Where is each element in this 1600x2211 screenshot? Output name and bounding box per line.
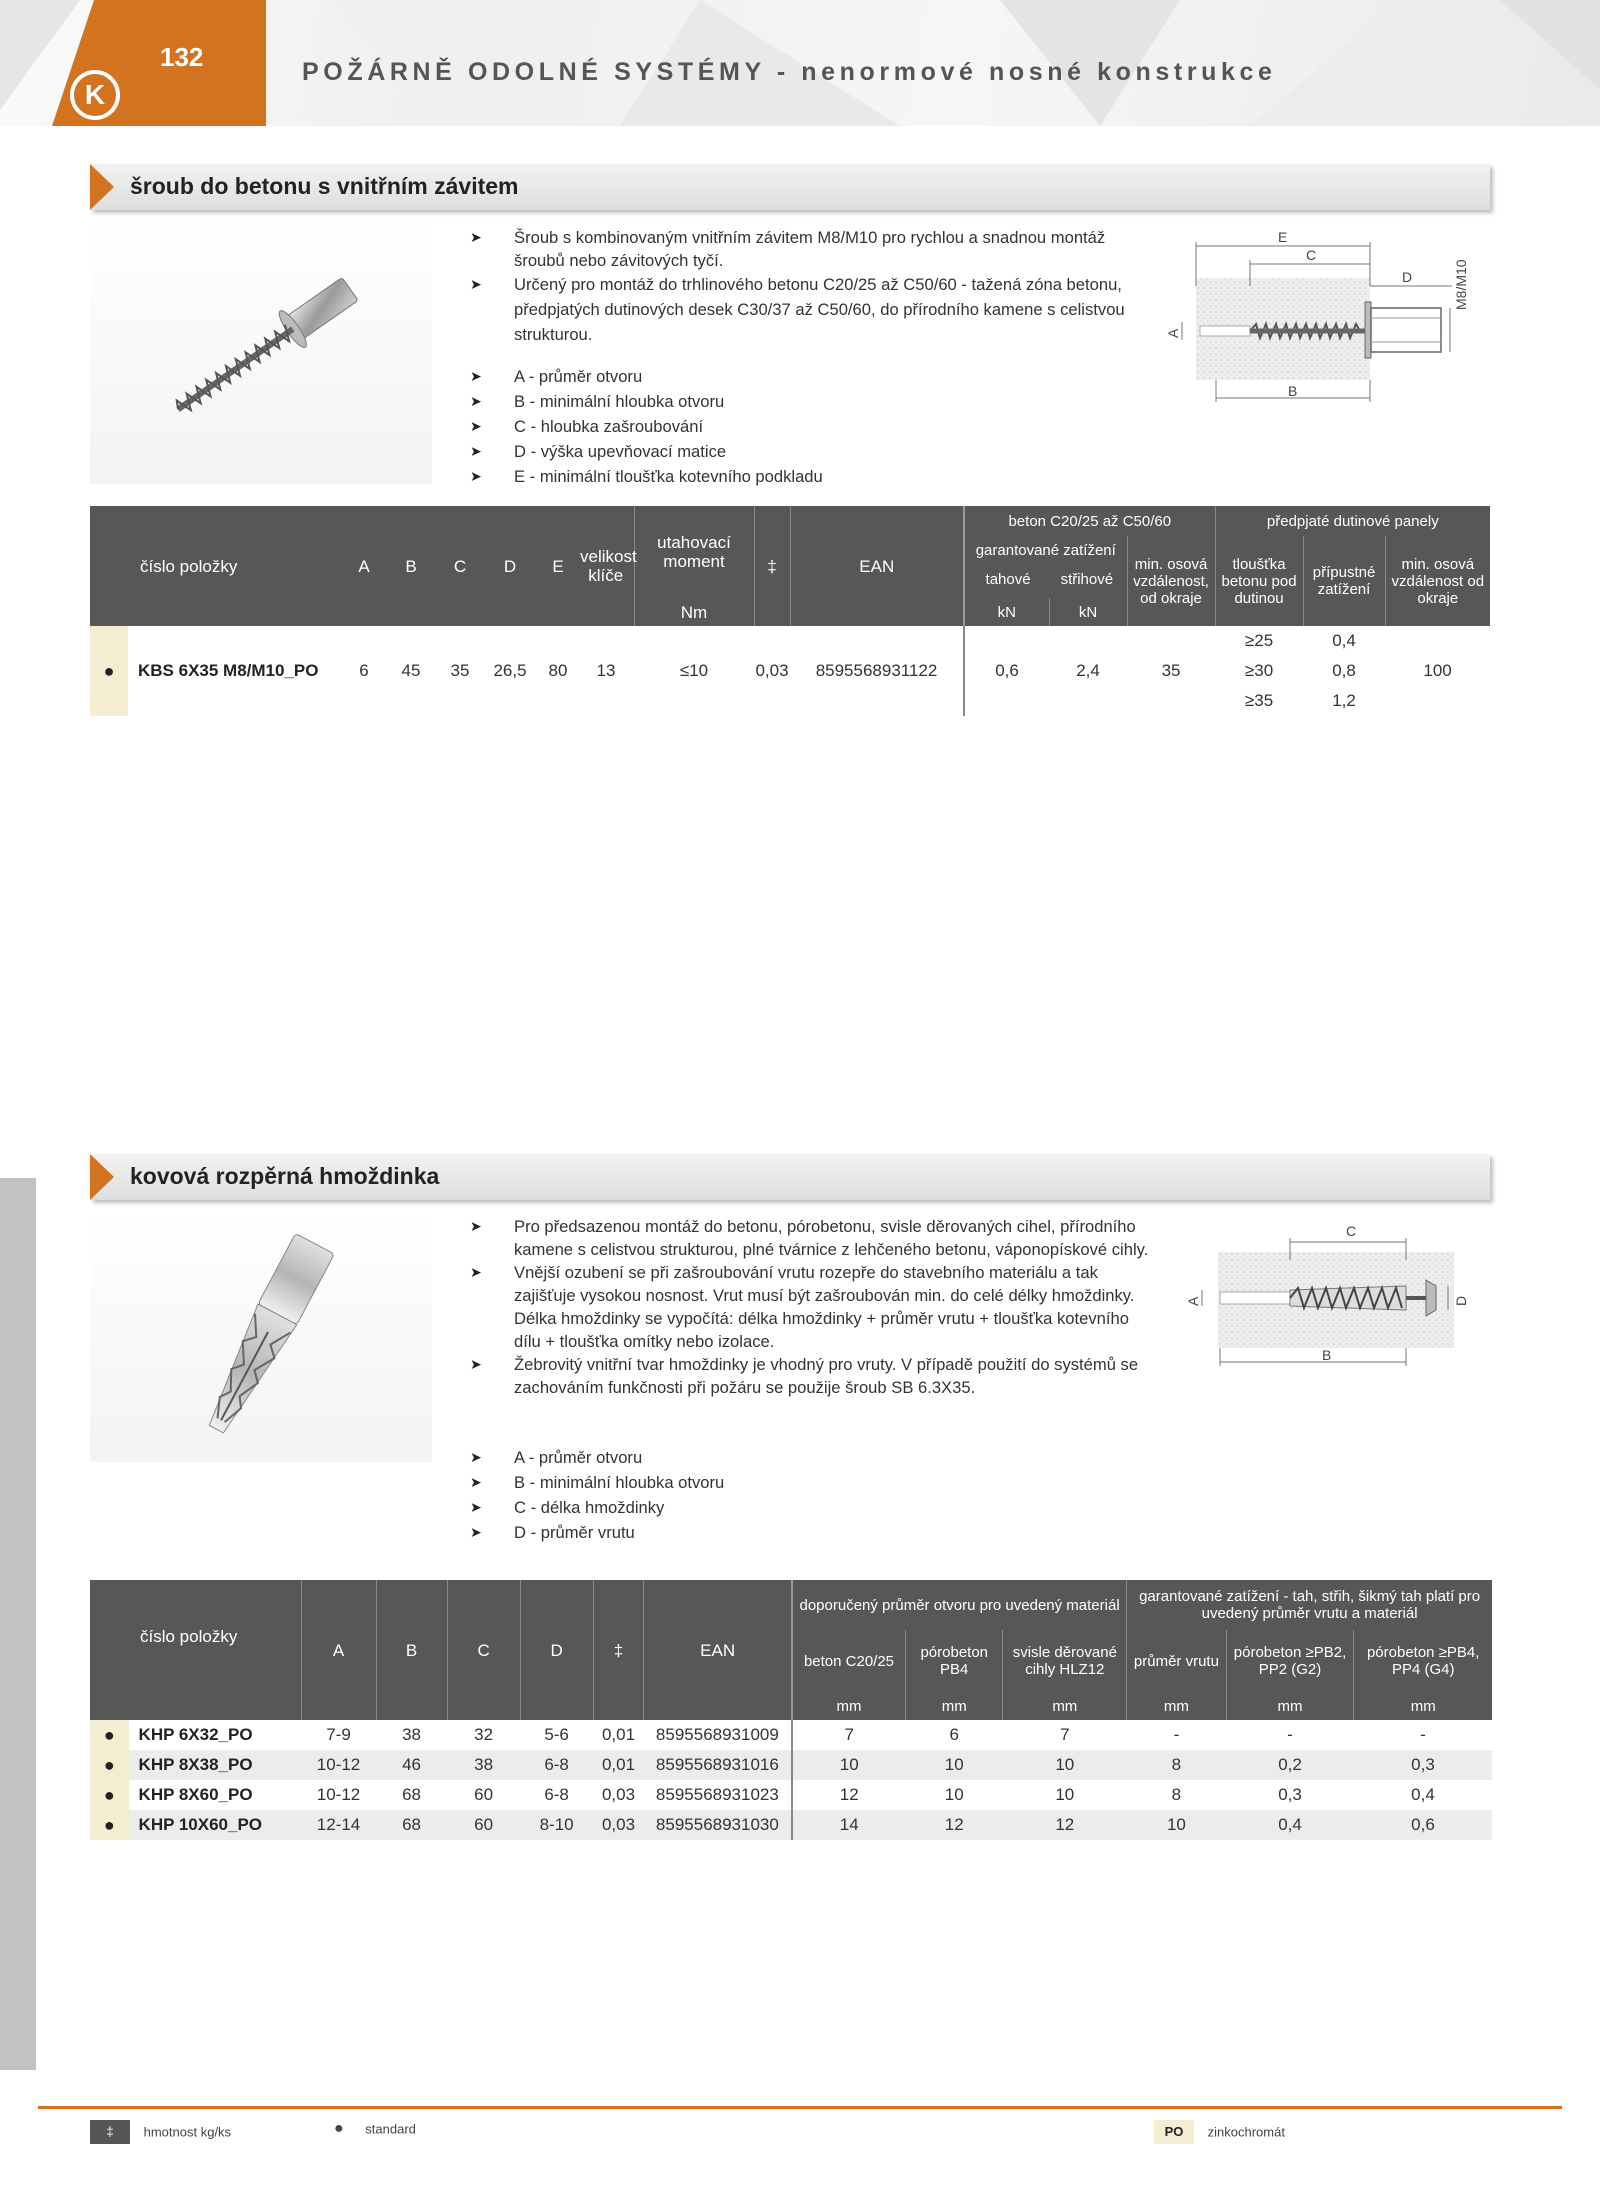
footer-legend-po <box>1154 2120 1285 2144</box>
anchor-photo-icon <box>90 1212 432 1462</box>
cell-aerated-g2: 0,2 <box>1226 1750 1354 1780</box>
cell-concrete: 10 <box>792 1750 906 1780</box>
cell-a: 7-9 <box>326 1725 351 1744</box>
legend-item: ➤ E - minimální tloušťka kotevního podkladu <box>470 464 1150 489</box>
col-header-min-distance: min. osová vzdálenost, od okraje <box>1127 536 1215 626</box>
footer-divider <box>38 2106 1562 2109</box>
standard-marker: ● <box>90 1720 129 1750</box>
dimension-label-d: D <box>1402 269 1413 285</box>
cell-b: 68 <box>376 1810 447 1840</box>
cell-bricks: 7 <box>1060 1725 1070 1744</box>
col-header-shear: střihové <box>1060 571 1114 588</box>
cell-aerated: 10 <box>906 1750 1003 1780</box>
item-number: KHP 10X60_PO <box>129 1810 301 1840</box>
cell-c: 60 <box>447 1810 520 1840</box>
cell-aerated-g4: 0,3 <box>1354 1750 1492 1780</box>
legend-item: ➤ C - délka hmoždinky <box>470 1495 1150 1520</box>
cell-c: 32 <box>474 1725 494 1744</box>
group-header-panely: předpjaté dutinové panely <box>1215 506 1490 536</box>
screw-dimension-diagram <box>1160 226 1470 410</box>
cell-d: 26,5 <box>493 661 527 680</box>
legend-item: ➤ D - průměr vrutu <box>470 1520 1150 1545</box>
cell-bricks: 10 <box>1055 1785 1075 1804</box>
legend-item: ➤ B - minimální hloubka otvoru <box>470 389 1150 414</box>
table-row <box>90 1750 1492 1780</box>
cell-ean: 8595568931030 <box>644 1810 792 1840</box>
cell-a: 6 <box>359 661 369 680</box>
col-header-bricks: svisle děrované cihly HLZ12 <box>1003 1630 1127 1692</box>
col-header-aerated: pórobeton PB4 <box>906 1630 1003 1692</box>
description-item: ➤ Pro předsazenou montáž do betonu, pórobetonu, svisle děrovaných cihel, přírodního kamene s celistvou strukturou, plné tvárnice z lehčeného betonu, váponopískové cihly. <box>470 1215 1150 1261</box>
cell-ean: 8595568931023 <box>655 1785 779 1804</box>
standard-marker: ● <box>90 1780 129 1810</box>
dimension-label-b: B <box>1322 1347 1332 1363</box>
table-row <box>90 1810 1492 1840</box>
col-header-a: A <box>344 506 384 626</box>
cell-screw-diameter: 10 <box>1127 1810 1226 1840</box>
load-value: 1,2 <box>1332 691 1356 710</box>
dimension-label-thread: M8/M10 <box>1453 259 1469 310</box>
cell-tension: 0,6 <box>964 626 1049 716</box>
cell-weight: 0,01 <box>601 1725 636 1744</box>
col-header-thickness: tloušťka betonu pod dutinou <box>1215 536 1303 626</box>
page-number: 132 <box>160 42 204 72</box>
table-row <box>90 1720 1492 1750</box>
dimension-label-c: C <box>1306 247 1317 263</box>
cell-aerated-g2: - <box>1287 1725 1293 1744</box>
section-title: kovová rozpěrná hmoždinka <box>130 1163 440 1189</box>
col-header-ean: EAN <box>644 1580 792 1720</box>
col-header-item: číslo položky <box>90 506 344 626</box>
cell-a: 12-14 <box>301 1810 376 1840</box>
col-header-key: velikost klíče <box>578 506 634 626</box>
screw-description-list <box>470 226 1150 347</box>
cell-weight: 0,03 <box>755 661 789 680</box>
group-header-load: garantované zatížení - tah, střih, šikmý tah platí pro uvedený průměr vrutu a materiál <box>1127 1580 1492 1630</box>
standard-dot-icon: ● <box>334 2120 344 2137</box>
col-header-ean: EAN <box>790 506 964 626</box>
cell-concrete: 14 <box>792 1810 906 1840</box>
col-header-guaranteed <box>964 536 1127 598</box>
legend-item: ➤ D - výška upevňovací matice <box>470 439 1150 464</box>
screw-spec-table <box>90 506 1490 716</box>
col-unit-mm: mm <box>1226 1692 1354 1720</box>
cell-weight: 0,03 <box>601 1785 636 1804</box>
item-number: KHP 8X38_PO <box>129 1750 301 1780</box>
col-header-e: E <box>538 506 578 626</box>
dimension-label-e: E <box>1278 229 1288 245</box>
cell-bricks: 12 <box>1003 1810 1127 1840</box>
load-value: 0,4 <box>1332 631 1356 650</box>
standard-legend-label: standard <box>365 2121 416 2137</box>
guaranteed-label: garantované zatížení <box>975 542 1116 559</box>
cell-a: 10-12 <box>316 1785 361 1804</box>
section-title: šroub do betonu s vnitřním závitem <box>130 173 519 199</box>
col-header-concrete: beton C20/25 <box>792 1630 906 1692</box>
col-unit-nm: Nm <box>634 598 754 626</box>
cell-concrete: 12 <box>792 1780 906 1810</box>
description-item: ➤ Určený pro montáž do trhlinového betonu C20/25 až C50/60 - tažená zóna betonu, předpjatých dutinových desek C30/37 až C50/60, do přírodního kamene s celistvou strukturou. <box>470 272 1150 347</box>
cell-allowed-load <box>1303 626 1385 716</box>
table-row <box>90 1780 1492 1810</box>
section-header-screw <box>90 164 1490 210</box>
cell-concrete: 7 <box>792 1720 906 1750</box>
cell-bricks: 10 <box>1003 1750 1127 1780</box>
cell-min-distance: 35 <box>1161 661 1181 680</box>
product-photo-screw <box>90 222 432 484</box>
cell-c: 38 <box>447 1750 520 1780</box>
cell-aerated: 10 <box>944 1785 964 1804</box>
section-triangle-icon <box>90 164 114 210</box>
item-number: KHP 8X60_PO <box>138 1785 253 1804</box>
description-item: ➤ Vnější ozubení se při zašroubování vrutu rozepře do stavebního materiálu a tak zajišťuje vysokou nosnost. Vrut musí být zašroubován min. do celé délky hmoždinky. Délka hmoždinky se vypočítá: délka hmoždinky + průměr vrutu + tloušťka kotevního dílu + tloušťka omítky nebo izolace. <box>470 1261 1150 1353</box>
cell-b: 46 <box>376 1750 447 1780</box>
group-header-beton: beton C20/25 až C50/60 <box>964 506 1215 536</box>
dimension-label-a: A <box>1165 328 1181 338</box>
footer-legend-weight <box>90 2120 231 2144</box>
side-strip <box>0 1178 36 2070</box>
cell-d: 5-6 <box>544 1725 569 1744</box>
thickness-value: ≥30 <box>1244 661 1274 680</box>
col-unit-mm: mm <box>1354 1692 1492 1720</box>
legend-item: ➤ A - průměr otvoru <box>470 364 1150 389</box>
item-number: KBS 6X35 M8/M10_PO <box>138 661 319 680</box>
cell-a: 10-12 <box>301 1750 376 1780</box>
po-symbol-icon: PO <box>1154 2120 1194 2144</box>
anchor-dimension-diagram <box>1170 1216 1480 1376</box>
standard-marker: ● <box>90 626 128 716</box>
col-header-tension: tahové <box>985 571 1031 588</box>
col-header-b: B <box>384 506 438 626</box>
cell-b: 68 <box>402 1785 422 1804</box>
cell-weight: 0,03 <box>593 1810 644 1840</box>
col-header-screw-diameter: průměr vrutu <box>1127 1630 1226 1692</box>
col-header-item: číslo položky <box>90 1580 301 1692</box>
dimension-label-b: B <box>1288 383 1298 399</box>
cell-screw-diameter: - <box>1173 1725 1180 1744</box>
anchor-spec-table <box>90 1580 1492 1840</box>
cell-c: 35 <box>450 661 470 680</box>
cell-e: 80 <box>548 661 568 680</box>
col-header-a: A <box>301 1580 376 1720</box>
col-header-weight: ‡ <box>593 1580 644 1720</box>
cell-min-distance-edge: 100 <box>1423 661 1452 680</box>
cell-weight: 0,01 <box>593 1750 644 1780</box>
col-header-weight: ‡ <box>754 506 790 626</box>
col-unit-kn: kN <box>1049 598 1127 626</box>
section-triangle-icon <box>90 1154 114 1200</box>
product-photo-anchor <box>90 1212 432 1462</box>
cell-d: 6-8 <box>520 1750 593 1780</box>
col-header-allowed-load: přípustné zatížení <box>1303 536 1385 626</box>
dimension-label-d: D <box>1453 1295 1469 1306</box>
group-header-hole: doporučený průměr otvoru pro uvedený materiál <box>792 1580 1127 1630</box>
cell-ean: 8595568931122 <box>815 661 938 680</box>
col-header-moment: utahovací moment <box>634 506 754 598</box>
description-item: ➤ Žebrovitý vnitřní tvar hmoždinky je vhodný pro vruty. V případě použití do systémů se zachováním funkčnosti při požáru se použije šroub SB 6.3X35. <box>470 1353 1150 1399</box>
load-value: 0,8 <box>1332 661 1356 680</box>
screw-photo-icon <box>90 222 432 484</box>
cell-aerated-g2: 0,4 <box>1226 1810 1354 1840</box>
description-item: ➤ Šroub s kombinovaným vnitřním závitem M8/M10 pro rychlou a snadnou montáž šroubů nebo závitových tyčí. <box>470 226 1150 272</box>
legend-item: ➤ C - hloubka zašroubování <box>470 414 1150 439</box>
legend-item: ➤ B - minimální hloubka otvoru <box>470 1470 1150 1495</box>
page-title: POŽÁRNĚ ODOLNÉ SYSTÉMY - nenormové nosné konstrukce <box>302 58 1277 86</box>
cell-thickness <box>1215 626 1303 716</box>
cell-screw-diameter: 8 <box>1127 1750 1226 1780</box>
legend-item: ➤ A - průměr otvoru <box>470 1445 1150 1470</box>
col-unit-mm: mm <box>1003 1692 1127 1720</box>
col-header-c: C <box>447 1580 520 1720</box>
dimension-label-a: A <box>1185 1296 1201 1306</box>
col-header-item-spacer <box>90 1692 301 1720</box>
cell-aerated-g4: 0,6 <box>1354 1810 1492 1840</box>
cell-moment: ≤10 <box>679 661 709 680</box>
po-legend-label: zinkochromát <box>1207 2124 1285 2140</box>
footer-legend-standard <box>334 2120 416 2138</box>
cell-c: 60 <box>474 1785 494 1804</box>
cell-ean: 8595568931016 <box>644 1750 792 1780</box>
col-header-aerated-g4: pórobeton ≥PB4, PP4 (G4) <box>1354 1630 1492 1692</box>
cell-screw-diameter: 8 <box>1171 1785 1182 1804</box>
cell-b: 38 <box>402 1725 422 1744</box>
item-number: KHP 6X32_PO <box>138 1725 253 1744</box>
company-logo: K <box>70 70 120 120</box>
thickness-value: ≥35 <box>1244 691 1274 710</box>
weight-symbol-icon: ‡ <box>90 2120 130 2144</box>
standard-marker: ● <box>90 1750 129 1780</box>
col-header-b: B <box>376 1580 447 1720</box>
col-unit-kn: kN <box>964 598 1049 626</box>
dimension-label-c: C <box>1346 1223 1357 1239</box>
thickness-value: ≥25 <box>1244 631 1274 650</box>
cell-shear: 2,4 <box>1076 661 1100 680</box>
cell-d: 6-8 <box>544 1785 569 1804</box>
col-header-d: D <box>482 506 538 626</box>
anchor-legend-list <box>470 1445 1150 1545</box>
cell-aerated: 6 <box>949 1725 959 1744</box>
cell-aerated-g4: 0,4 <box>1411 1785 1435 1804</box>
col-header-min-distance-edge: min. osová vzdálenost od okraje <box>1385 536 1490 626</box>
cell-d: 8-10 <box>520 1810 593 1840</box>
col-unit-mm: mm <box>906 1692 1003 1720</box>
col-header-c: C <box>438 506 482 626</box>
cell-aerated-g2: 0,3 <box>1278 1785 1302 1804</box>
col-header-aerated-g2: pórobeton ≥PB2, PP2 (G2) <box>1226 1630 1354 1692</box>
weight-legend-label: hmotnost kg/ks <box>143 2124 232 2140</box>
cell-aerated-g4: - <box>1420 1725 1426 1744</box>
col-unit-mm: mm <box>1127 1692 1226 1720</box>
cell-key: 13 <box>596 661 616 680</box>
cell-ean: 8595568931009 <box>655 1725 779 1744</box>
anchor-description-list <box>470 1215 1150 1399</box>
table-row <box>90 626 1490 716</box>
standard-marker: ● <box>90 1810 129 1840</box>
cell-b: 45 <box>401 661 421 680</box>
col-header-d: D <box>520 1580 593 1720</box>
col-unit-mm: mm <box>792 1692 906 1720</box>
cell-aerated: 12 <box>906 1810 1003 1840</box>
section-header-anchor <box>90 1154 1490 1200</box>
screw-legend-list <box>470 364 1150 489</box>
